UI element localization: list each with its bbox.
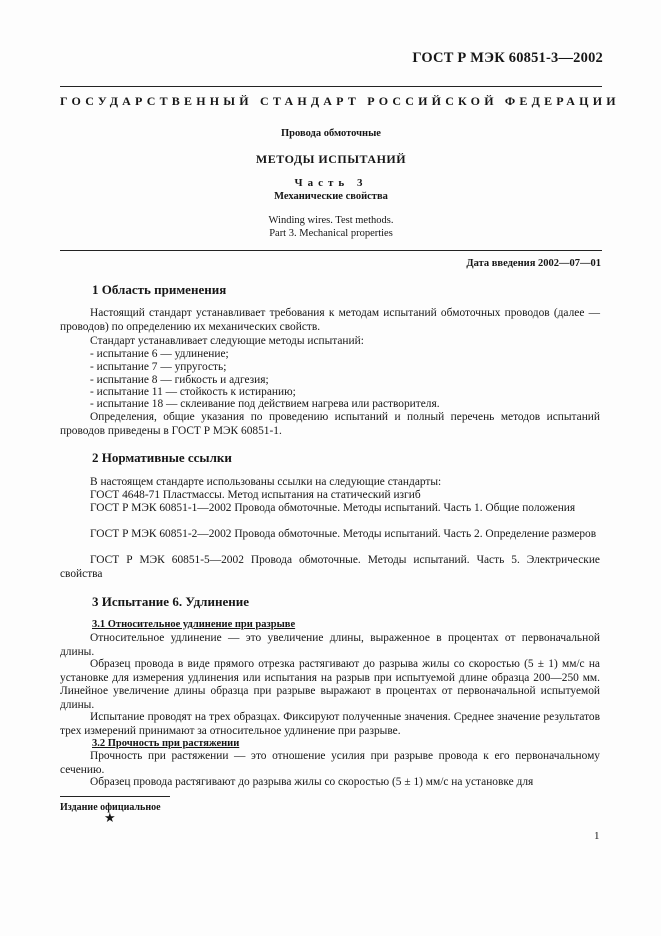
subsection-3-2-paragraph-1: Прочность при растяжении — это отношение усилия при разрыве провода к его первоначальному сечению. [60,750,600,776]
english-title-line-2: Part 3. Mechanical properties [269,228,393,239]
footer-divider [60,796,170,797]
subsection-3-1-paragraph-3: Испытание проводят на трех образцах. Фиксируют полученные значения. Среднее значение результатов трех измерений принимают за относительное удлинение при разрыве. [60,711,600,737]
section-1-paragraph-3: Определения, общие указания по проведению испытаний и полный перечень методов испытаний проводов приведены в ГОСТ Р МЭК 60851-1. [60,411,600,437]
reference-item: ГОСТ Р МЭК 60851-1—2002 Провода обмоточные. Методы испытаний. Часть 1. Общие положения [90,502,576,514]
reference-item: ГОСТ Р МЭК 60851-5—2002 Провода обмоточные. Методы испытаний. Часть 5. Электрические свойства [60,554,600,580]
part-name: Механические свойства [274,191,388,202]
section-2-intro: В настоящем стандарте использованы ссылки на следующие стандарты: [90,476,442,488]
header-divider [60,86,602,87]
standard-subject: Провода обмоточные [281,128,381,139]
english-title-line-1: Winding wires. Test methods. [268,215,394,226]
standard-title: МЕТОДЫ ИСПЫТАНИЙ [255,152,407,166]
document-code: ГОСТ Р МЭК 60851-3—2002 [412,50,603,66]
subsection-3-2-paragraph-2: Образец провода растягивают до разрыва жилы со скоростью (5 ± 1) мм/с на установке для [90,776,534,788]
list-item: - испытание 6 — удлинение; [90,348,229,360]
part-label: Часть 3 [294,177,368,189]
list-item: - испытание 11 — стойкость к истиранию; [90,386,296,398]
subsection-3-1-paragraph-1: Относительное удлинение — это увеличение длины, выраженное в процентах от первоначальной длины. [60,632,600,658]
section-1-paragraph-1: Настоящий стандарт устанавливает требования к методам испытаний обмоточных проводов (далее — проводов) по определению их механических свойств. [60,307,600,333]
edition-label: Издание официальное [60,802,161,813]
subsection-3-1-paragraph-2: Образец провода в виде прямого отрезка растягивают до разрыва жилы со скоростью (5 ± 1) мм/с на установке для измерения удлинения или испытания на разрыв при испытуемой длине образца 200—250 мм. Линейное увеличение длины образца при разрыве выражают в процентах от первоначальной испытуемой длины. [60,658,600,711]
list-item: - испытание 18 — склеивание под действием нагрева или растворителя. [90,398,440,410]
subsection-3-2-heading: 3.2 Прочность при растяжении [92,738,240,749]
effective-date: Дата введения 2002—07—01 [466,258,601,269]
section-3-heading: 3 Испытание 6. Удлинение [92,594,249,609]
section-1-heading: 1 Область применения [92,282,227,297]
organization-heading: ГОСУДАРСТВЕННЫЙ СТАНДАРТ РОССИЙСКОЙ ФЕДЕРАЦИИ [60,94,620,108]
page-number: 1 [594,830,600,842]
title-divider [60,250,602,251]
section-2-heading: 2 Нормативные ссылки [92,450,232,465]
section-1-paragraph-2: Стандарт устанавливает следующие методы испытаний: [90,335,364,347]
subsection-3-1-heading: 3.1 Относительное удлинение при разрыве [92,619,296,630]
list-item: - испытание 7 — упругость; [90,361,227,373]
list-item: - испытание 8 — гибкость и адгезия; [90,374,269,386]
reference-item: ГОСТ 4648-71 Пластмассы. Метод испытания на статический изгиб [90,489,421,501]
reference-item: ГОСТ Р МЭК 60851-2—2002 Провода обмоточные. Методы испытаний. Часть 2. Определение размеров [90,528,597,540]
star-icon: ★ [104,810,116,825]
